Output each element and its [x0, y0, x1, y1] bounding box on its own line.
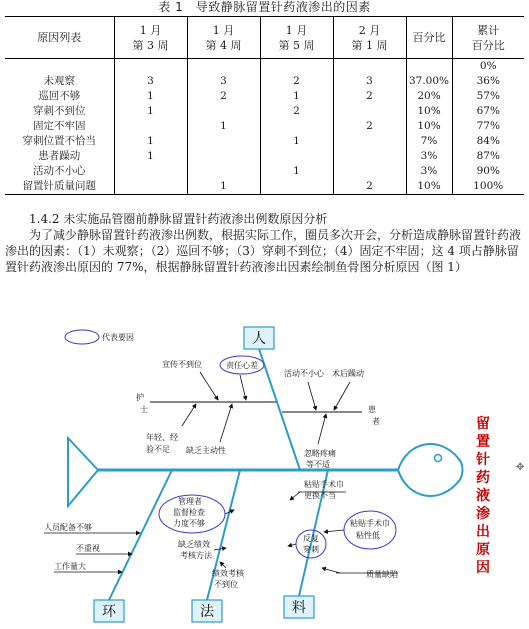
arrow-puncture [288, 544, 296, 546]
bone-person [259, 349, 300, 470]
section-heading: 1.4.2 未实施品管圈前静脉留置针药液渗出例数原因分析 [29, 212, 328, 226]
table-row: 巡回不够 1 2 1 2 20% 57% [5, 89, 524, 104]
cause-puncture-1: 反复 [303, 534, 319, 543]
fishbone-diagram [0, 318, 529, 629]
category-method: 法 [200, 604, 214, 620]
arrow-agitation [334, 382, 350, 410]
cause-initiative: 缺乏主动性 [186, 446, 226, 455]
table-row: 活动不小心 1 3% 90% [5, 164, 524, 179]
cause-publicity: 宣传不到位 [162, 360, 202, 369]
key-cause-ellipse [344, 511, 396, 549]
category-environment: 环 [102, 604, 116, 620]
table-header-row [5, 17, 524, 59]
cause-adhesion-2: 粘性低 [356, 531, 380, 540]
header-cause: 原因列表 [5, 17, 114, 59]
nurse-label-2: 士 [140, 405, 148, 414]
cause-staffing: 人员配备不够 [44, 523, 92, 532]
cause-puncture-2: 穿刺 [303, 545, 319, 554]
arrow-publicity [200, 372, 218, 400]
table-row: 穿刺位置不恰当 1 1 7% 84% [5, 134, 524, 149]
legend-label: 代表要因 [102, 333, 134, 342]
arrow-replace [290, 492, 300, 500]
cause-manager-3: 力度不够 [173, 519, 205, 528]
cause-neglect: 不重视 [76, 544, 100, 553]
table-row: 患者躁动 1 3% 87% [5, 149, 524, 164]
cause-appraisal-1: 绩效考核 [212, 569, 244, 578]
table-caption: 表 1 导致静脉留置针药液渗出的因素 [158, 0, 371, 14]
arrow-adhesion [324, 530, 344, 532]
cause-quality: 质量缺陷 [366, 570, 398, 579]
cause-agitation: 术后躁动 [332, 369, 364, 378]
header-percent: 百分比 [406, 17, 452, 59]
cause-replace-1: 粘贴手术巾 [304, 480, 344, 489]
header-jan-w5: 1 月 第 5 周 [260, 17, 333, 59]
table-row: 穿刺不到位 1 2 10% 67% [5, 104, 524, 119]
bone-environment [109, 470, 172, 600]
cause-performance-2: 考核方法 [180, 551, 212, 560]
fish-eye [435, 455, 442, 462]
header-jan-w4: 1 月 第 4 周 [187, 17, 260, 59]
arrow-appraisal [220, 562, 226, 568]
legend-ellipse [65, 330, 99, 344]
arrow-responsibility [240, 375, 246, 400]
arrow-pain [318, 414, 326, 444]
fish-head [398, 444, 463, 496]
cause-appraisal-2: 不到位 [214, 580, 238, 589]
cause-workload: 工作量大 [54, 562, 86, 571]
arrow-young [182, 404, 196, 426]
cause-young-2: 验不足 [146, 445, 170, 454]
cause-manager-1: 管理者 [178, 497, 202, 506]
cause-responsibility: 责任心差 [226, 361, 258, 370]
table-row: 固定不牢固 1 2 10% 77% [5, 119, 524, 134]
cause-young-1: 年轻、经 [146, 433, 178, 442]
move-handle-icon[interactable]: ✥ [516, 462, 525, 473]
category-person: 人 [252, 331, 266, 347]
cause-replace-2: 更换不当 [304, 491, 336, 500]
cause-adhesion-1: 粘贴手术巾 [350, 519, 390, 528]
fish-tail [68, 438, 98, 506]
table-row: 留置针质量问题 1 2 10% 100% [5, 179, 524, 195]
cause-manager-2: 监督检查 [173, 508, 205, 517]
fishbone-title [475, 415, 490, 576]
category-material: 料 [292, 600, 306, 616]
factors-table [5, 16, 524, 195]
arrow-careless [308, 382, 316, 410]
patient-label-2: 者 [372, 417, 380, 426]
patient-label-1: 患 [368, 405, 376, 414]
nurse-label-1: 护 [136, 393, 144, 402]
arrow-initiative [220, 404, 232, 442]
header-jan-w3: 1 月 第 3 周 [114, 17, 187, 59]
table-row: 0% [5, 59, 524, 75]
table-row: 未观察 3 3 2 3 37.00% 36% [5, 74, 524, 89]
analysis-paragraph: 为了减少静脉留置针药液渗出例数，根据实际工作，圈员多次开会，分析造成静脉留置针药液渗出的因素：（1）未观察；（2）巡回不够；（3）穿刺不到位；（4）固定不牢固；这 4 项占静脉留置针药液渗出原因的 77%，根据静脉留置针药液渗出因素绘制鱼骨图分析原因（图 1） [5, 228, 522, 274]
fishbone-title-text: 留置针药液渗出原因 [476, 416, 490, 576]
header-cumulative: 累计 百分比 [452, 17, 524, 59]
cause-careless: 活动不小心 [284, 369, 324, 378]
cause-performance-1: 缺乏绩效 [178, 540, 210, 549]
header-feb-w1: 2 月 第 1 周 [333, 17, 406, 59]
cause-pain-1: 忽略疼痛 [304, 449, 336, 458]
arrow-quality [322, 568, 340, 573]
cause-pain-2: 等不适 [306, 460, 330, 469]
